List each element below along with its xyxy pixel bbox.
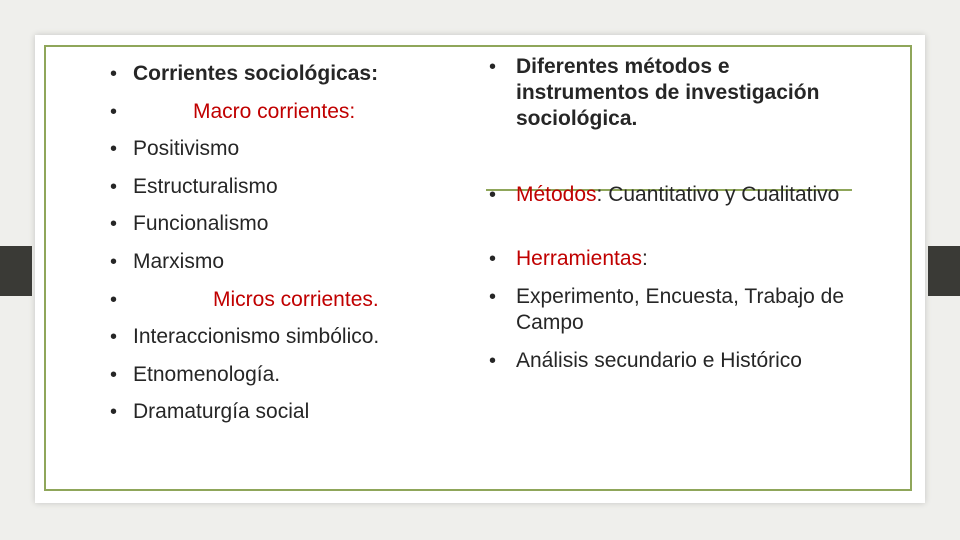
bullet-icon: • <box>489 56 497 78</box>
metodos-label: Métodos <box>516 183 597 206</box>
left-side-tab <box>0 246 32 296</box>
bullet-icon: • <box>110 100 118 123</box>
item-dramaturgia: Dramaturgía social <box>133 400 310 424</box>
list-item-right-heading <box>486 54 866 182</box>
list-item <box>105 207 445 245</box>
item-funcionalismo: Funcionalismo <box>133 212 269 236</box>
list-item <box>105 395 445 433</box>
item-marxismo: Marxismo <box>133 249 225 273</box>
item-interaccionismo: Interaccionismo simbólico. <box>133 325 380 349</box>
list-item-heading <box>105 57 445 95</box>
corrientes-heading: Corrientes sociológicas: <box>133 62 379 85</box>
list-item <box>105 170 445 208</box>
bullet-icon: • <box>110 175 118 198</box>
macro-label-wrap <box>133 100 355 123</box>
list-item <box>105 132 445 170</box>
list-item-analisis <box>486 348 866 380</box>
herramientas-colon: : <box>642 247 648 270</box>
list-item <box>105 358 445 396</box>
bullet-icon: • <box>110 213 118 236</box>
metodos-text: : Cuantitativo y Cualitativo <box>596 183 840 206</box>
item-positivismo: Positivismo <box>133 137 240 161</box>
micro-label: Micros corrientes. <box>213 287 379 311</box>
right-column-list <box>486 54 866 380</box>
macro-colon: : <box>349 99 356 123</box>
analisis-text: Análisis secundario e Histórico <box>516 349 802 372</box>
list-item-herramientas <box>486 246 866 284</box>
list-item-micro <box>105 283 445 321</box>
macro-label: Macro corrientes <box>193 99 350 123</box>
left-column-list <box>105 57 445 433</box>
bullet-icon: • <box>110 401 118 424</box>
list-item <box>105 320 445 358</box>
bullet-icon: • <box>110 138 118 161</box>
list-item <box>105 245 445 283</box>
list-item-metodos <box>486 182 866 246</box>
metodos-heading: Diferentes métodos e instrumentos de investigación sociológica. <box>516 55 820 130</box>
bullet-icon: • <box>489 350 497 372</box>
tools-list: Experimento, Encuesta, Trabajo de Campo <box>516 285 845 334</box>
item-estructuralismo: Estructuralismo <box>133 174 278 198</box>
list-item-macro <box>105 95 445 133</box>
bullet-icon: • <box>110 63 118 85</box>
bullet-icon: • <box>110 363 118 386</box>
bullet-icon: • <box>489 184 497 206</box>
right-side-tab <box>928 246 960 296</box>
bullet-icon: • <box>110 288 118 311</box>
bullet-icon: • <box>110 250 118 273</box>
bullet-icon: • <box>489 286 497 308</box>
bullet-icon: • <box>110 326 118 349</box>
item-etnomenologia: Etnomenología. <box>133 362 281 386</box>
bullet-icon: • <box>489 248 497 270</box>
herramientas-label: Herramientas <box>516 247 643 270</box>
list-item-tools <box>486 284 866 348</box>
